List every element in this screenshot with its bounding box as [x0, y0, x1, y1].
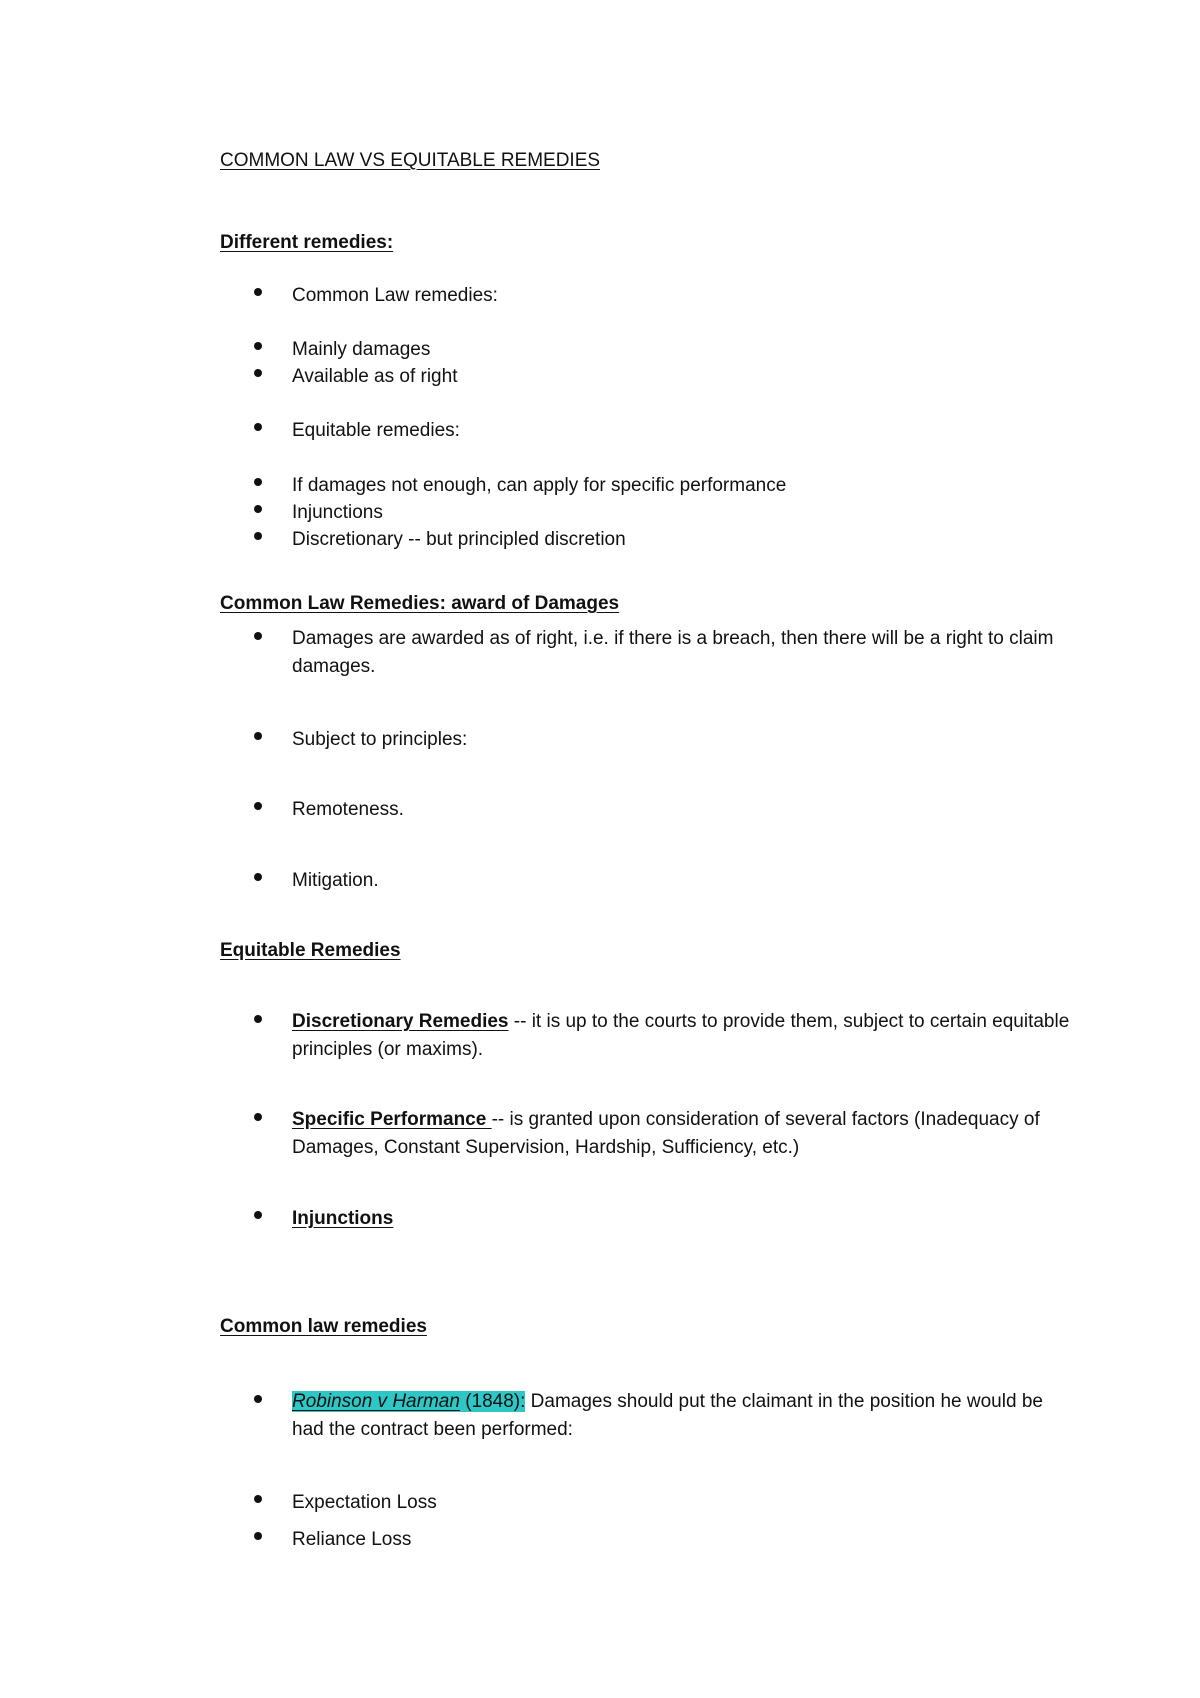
list-item: If damages not enough, can apply for specific performance — [292, 475, 787, 496]
list-item: Common Law remedies: — [292, 285, 498, 306]
list-item — [292, 1008, 1072, 1064]
section-heading-common-law-remedies: Common law remedies — [220, 1316, 427, 1337]
bullet-icon — [254, 532, 262, 540]
bullet-icon — [254, 632, 262, 640]
bullet-icon — [254, 342, 262, 350]
term-injunctions: Injunctions — [292, 1208, 394, 1229]
list-item — [292, 1388, 1072, 1444]
section-heading-different-remedies: Different remedies: — [220, 232, 394, 253]
list-item: Equitable remedies: — [292, 420, 460, 441]
list-item: Remoteness. — [292, 799, 404, 820]
bullet-icon — [254, 505, 262, 513]
document-title: COMMON LAW VS EQUITABLE REMEDIES — [220, 150, 601, 171]
bullet-icon — [254, 1495, 262, 1503]
term-discretionary-remedies: Discretionary Remedies — [292, 1011, 509, 1032]
case-name: Robinson v Harman — [292, 1391, 460, 1412]
list-item: Reliance Loss — [292, 1529, 412, 1550]
bullet-icon — [254, 369, 262, 377]
bullet-icon — [254, 1015, 262, 1023]
list-item: Available as of right — [292, 366, 458, 387]
bullet-icon — [254, 288, 262, 296]
bullet-icon — [254, 1113, 262, 1121]
bullet-icon — [254, 1532, 262, 1540]
list-item: Injunctions — [292, 502, 383, 523]
list-item: Mainly damages — [292, 339, 431, 360]
section-heading-common-law-damages: Common Law Remedies: award of Damages — [220, 593, 620, 614]
bullet-icon — [254, 1395, 262, 1403]
list-item: Damages are awarded as of right, i.e. if there is a breach, then there will be a right to claim damages. — [292, 628, 1054, 677]
list-item: Subject to principles: — [292, 729, 468, 750]
list-item — [292, 1106, 1072, 1162]
list-item: Mitigation. — [292, 870, 379, 891]
term-description: -- is granted upon consideration of several factors (Inadequacy of Damages, Constant Supervision, Hardship, Sufficiency, etc.) — [292, 1109, 1040, 1158]
bullet-icon — [254, 732, 262, 740]
list-item: Expectation Loss — [292, 1492, 437, 1513]
case-description: Damages should put the claimant in the position he would be had the contract been performed: — [292, 1391, 1043, 1440]
bullet-icon — [254, 423, 262, 431]
case-year: (1848): — [459, 1391, 526, 1412]
term-description: -- it is up to the courts to provide them, subject to certain equitable principles (or maxims). — [292, 1011, 1070, 1060]
bullet-icon — [254, 478, 262, 486]
bullet-icon — [254, 1211, 262, 1219]
term-specific-performance: Specific Performance — [292, 1109, 492, 1130]
list-item: Discretionary -- but principled discretion — [292, 529, 626, 550]
section-heading-equitable-remedies: Equitable Remedies — [220, 940, 401, 961]
bullet-icon — [254, 873, 262, 881]
bullet-icon — [254, 802, 262, 810]
